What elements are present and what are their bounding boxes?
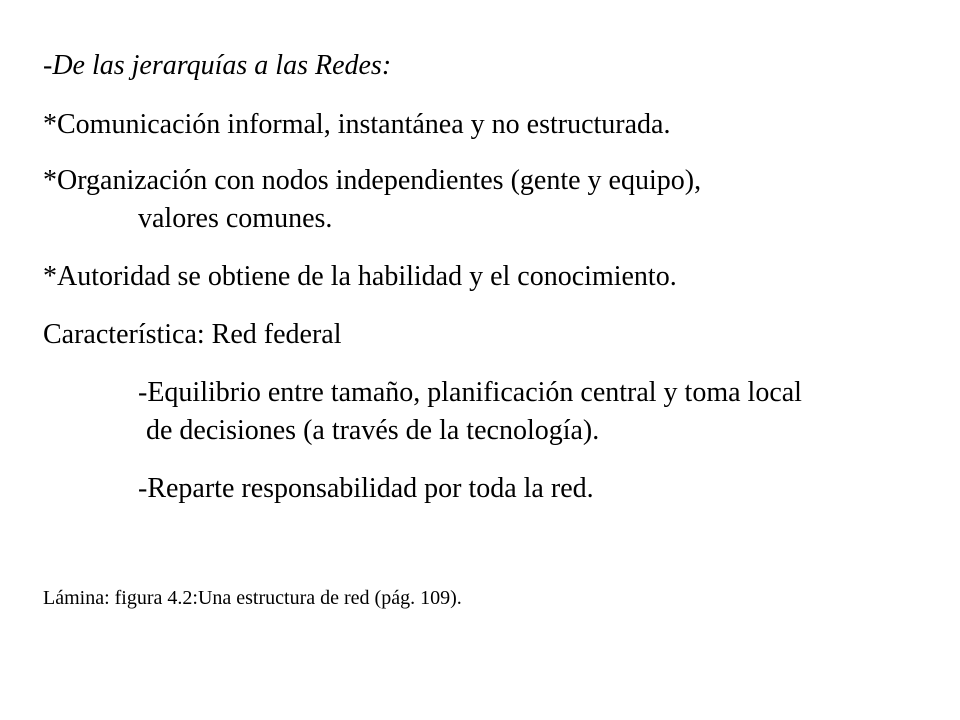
bullet-communication: *Comunicación informal, instantánea y no estructurada. bbox=[43, 109, 671, 140]
sub-point-balance-continuation: de decisiones (a través de la tecnología). bbox=[146, 415, 600, 446]
heading-text: De las jerarquías a las Redes: bbox=[52, 50, 392, 81]
bullet-authority: *Autoridad se obtiene de la habilidad y el conocimiento. bbox=[43, 261, 677, 292]
footnote: Lámina: figura 4.2:Una estructura de red (pág. 109). bbox=[43, 587, 462, 609]
sub-point-responsibility: -Reparte responsabilidad por toda la red. bbox=[138, 473, 594, 504]
characteristic-label: Característica: Red federal bbox=[43, 319, 342, 350]
sub-point-balance: -Equilibrio entre tamaño, planificación central y toma local bbox=[138, 377, 802, 408]
bullet-organization: *Organización con nodos independientes (gente y equipo), bbox=[43, 165, 702, 196]
heading-dash: - bbox=[43, 50, 53, 81]
slide-heading bbox=[43, 49, 391, 83]
bullet-organization-continuation: valores comunes. bbox=[138, 203, 333, 234]
